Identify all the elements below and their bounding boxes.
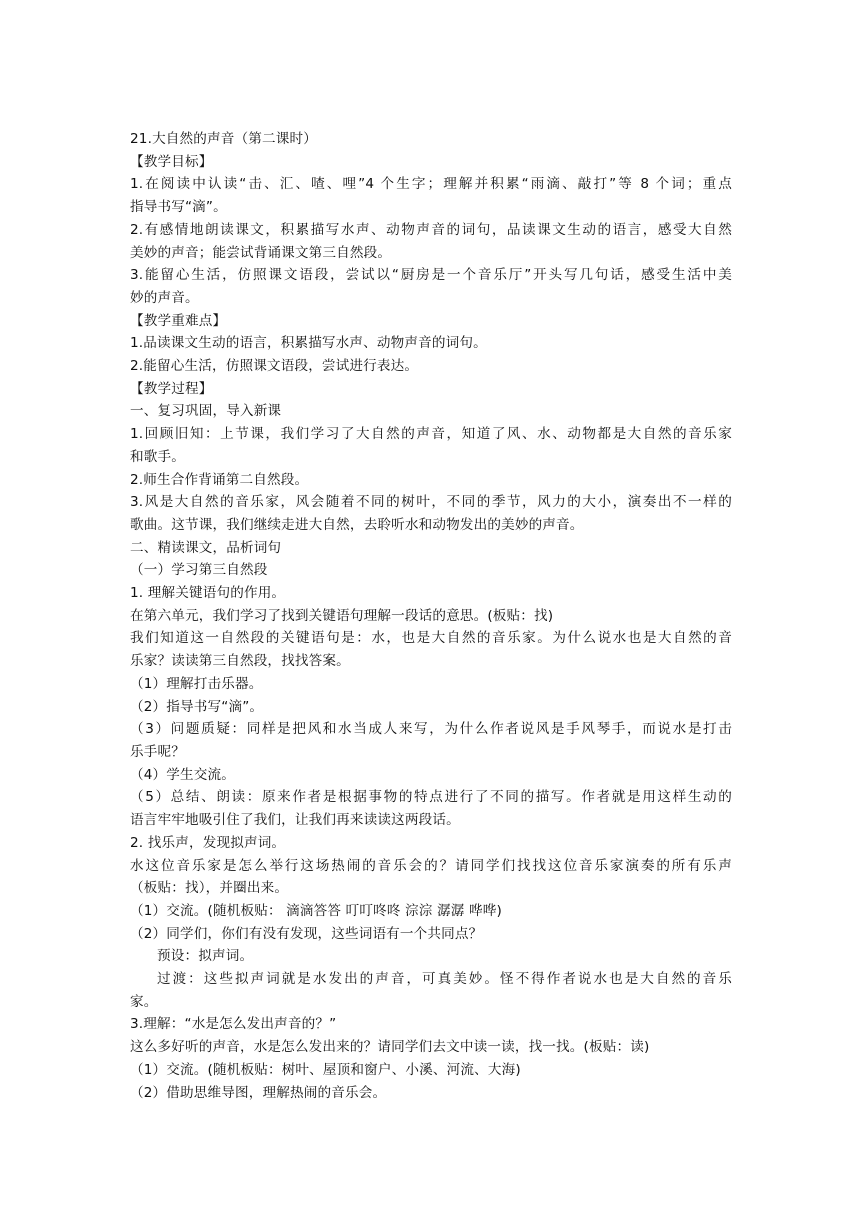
text-line: 【教学重难点】 [130,312,227,329]
text-line: 3.理解：“水是怎么发出声音的？” [130,1016,337,1033]
text-line: （5）总结、朗读：原来作者是根据事物的特点进行了不同的描写。作者就是用这样生动的 [130,789,732,806]
text-line: 指导书写“滴”。 [130,199,227,216]
text-line: 1. 理解关键语句的作用。 [130,585,286,602]
text-line: （3）问题质疑：同样是把风和水当成人来写，为什么作者说风是手风琴手，而说水是打击 [130,721,732,738]
text-line: 过渡：这些拟声词就是水发出的声音，可真美妙。怪不得作者说水也是大自然的音乐 [157,971,732,988]
text-line: 乐家？读读第三自然段，找找答案。 [130,653,350,670]
text-line: 语言牢牢地吸引住了我们，让我们再来读读这两段话。 [130,812,460,829]
text-line: 2. 找乐声，发现拟声词。 [130,834,286,851]
text-line: 1.品读课文生动的语言，积累描写水声、动物声音的词句。 [130,335,487,352]
document-title: 21.大自然的声音（第二课时） [130,131,317,147]
text-line: 妙的声音。 [130,289,199,306]
text-line: （一）学习第三自然段 [130,562,268,579]
text-line: 3.能留心生活，仿照课文语段，尝试以“厨房是一个音乐厅”开头写几句话，感受生活中美 [130,267,732,284]
text-line: 2.有感情地朗读课文，积累描写水声、动物声音的词句，品读课文生动的语言，感受大自然 [130,221,732,238]
text-line: 歌曲。这节课，我们继续走进大自然，去聆听水和动物发出的美妙的声音。 [130,516,584,533]
text-line: 一、复习巩固，导入新课 [130,403,282,420]
text-line: 乐手呢？ [130,743,185,760]
text-line: 2.能留心生活，仿照课文语段，尝试进行表达。 [130,358,419,375]
document-page [130,128,732,1104]
text-line: （1）交流。(随机板贴： 滴滴答答 叮叮咚咚 淙淙 潺潺 哗哗) [130,902,502,919]
text-line: 水这位音乐家是怎么举行这场热闹的音乐会的？请同学们找找这位音乐家演奏的所有乐声 [130,857,732,874]
text-line: （1）理解打击乐器。 [130,675,263,692]
text-line: （4）学生交流。 [130,766,236,783]
text-line: 家。 [130,993,158,1010]
text-line: 二、精读课文，品析词句 [130,539,282,556]
text-line: 2.师生合作背诵第二自然段。 [130,471,309,488]
text-line: 在第六单元，我们学习了找到关键语句理解一段话的意思。(板贴：找) [130,607,554,624]
text-line: 【教学过程】 [130,380,213,397]
text-line: 预设：拟声词。 [157,948,254,965]
text-line: （2）借助思维导图，理解热闹的音乐会。 [130,1084,387,1101]
text-line: 1.回顾旧知：上节课，我们学习了大自然的声音，知道了风、水、动物都是大自然的音乐家 [130,426,732,443]
text-line: 【教学目标】 [130,153,213,170]
text-line: 我们知道这一自然段的关键语句是：水，也是大自然的音乐家。为什么说水也是大自然的音 [130,630,732,647]
text-line: 1.在阅读中认读“击、汇、喳、哩”4 个生字；理解并积累“雨滴、敲打”等 8 个词；重点 [130,176,732,193]
text-line: （板贴：找），并圈出来。 [130,880,289,897]
text-line: 3.风是大自然的音乐家，风会随着不同的树叶，不同的季节，风力的大小，演奏出不一样的 [130,494,732,511]
text-line: （1）交流。(随机板贴：树叶、屋顶和窗户、小溪、河流、大海) [130,1061,521,1078]
text-line: （2）同学们，你们有没有发现，这些词语有一个共同点？ [130,925,483,942]
text-line: 美妙的声音；能尝试背诵课文第三自然段。 [130,244,392,261]
text-line: 和歌手。 [130,448,185,465]
text-line: （2）指导书写“滴”。 [130,698,264,715]
document-body [130,151,732,1105]
text-line: 这么多好听的声音，水是怎么发出来的？请同学们去文中读一读，找一找。(板贴：读) [130,1039,650,1056]
